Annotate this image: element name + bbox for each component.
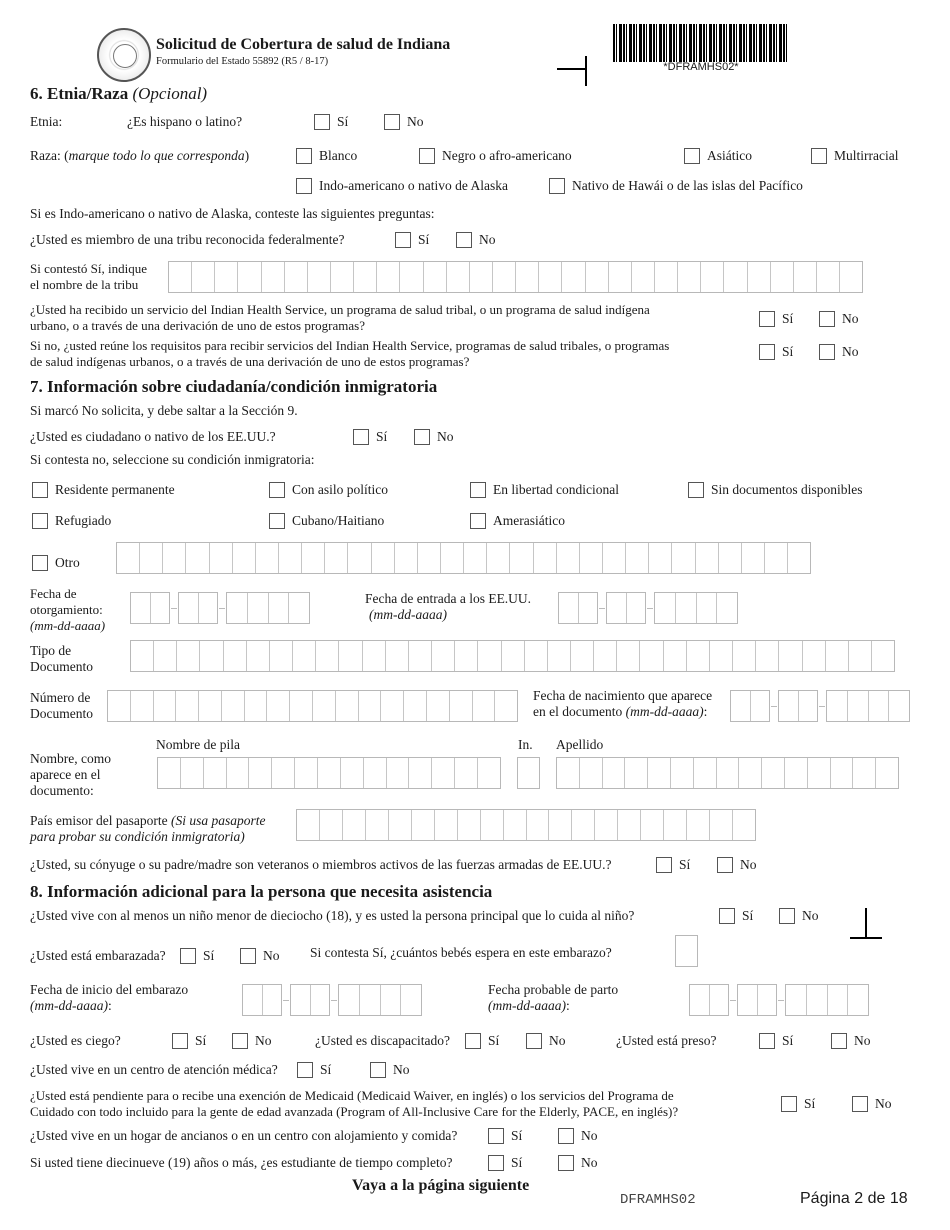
babies-count-field[interactable]: [675, 935, 698, 967]
hispanic-no-checkbox[interactable]: [384, 114, 400, 130]
permanent-resident-label: Residente permanente: [55, 482, 175, 497]
name-on-doc-label: Nombre, como aparece en el documento:: [30, 751, 111, 798]
pregnant-no-checkbox[interactable]: [240, 948, 256, 964]
ihs-eligible-yes-checkbox[interactable]: [759, 344, 775, 360]
barcode: [613, 24, 789, 62]
ihs-eligible-no-label: No: [842, 344, 859, 359]
incarcerated-no-label: No: [854, 1033, 871, 1048]
race-black-label: Negro o afro-americano: [442, 148, 572, 163]
doc-dob-month[interactable]: [730, 690, 770, 722]
doc-type-label: Tipo de Documento: [30, 643, 93, 674]
race-hawaiian-label: Nativo de Hawái o de las islas del Pacífico: [572, 178, 803, 193]
pregnant-question: ¿Usted está embarazada?: [30, 948, 166, 963]
waiver-yes-label: Sí: [804, 1096, 816, 1111]
form-title: Solicitud de Cobertura de salud de Indiana: [156, 36, 451, 53]
ethnicity-label: Etnia:: [30, 114, 63, 129]
disabled-yes-label: Sí: [488, 1033, 500, 1048]
entry-date-month[interactable]: [558, 592, 598, 624]
veteran-no-checkbox[interactable]: [717, 857, 733, 873]
student-no-checkbox[interactable]: [558, 1155, 574, 1171]
nursing-home-no-checkbox[interactable]: [558, 1128, 574, 1144]
date-separator: [771, 706, 777, 707]
date-separator: [778, 1000, 784, 1001]
other-status-label: Otro: [55, 555, 80, 570]
date-separator: [599, 608, 605, 609]
pregnancy-start-month[interactable]: [242, 984, 282, 1016]
veteran-yes-label: Sí: [679, 857, 691, 872]
student-yes-checkbox[interactable]: [488, 1155, 504, 1171]
incarcerated-no-checkbox[interactable]: [831, 1033, 847, 1049]
waiver-yes-checkbox[interactable]: [781, 1096, 797, 1112]
child-caretaker-question: ¿Usted vive con al menos un niño menor de dieciocho (18), y es usted la persona principal que lo cuida al niño?: [30, 908, 635, 923]
disabled-question: ¿Usted es discapacitado?: [315, 1033, 450, 1048]
incarcerated-yes-checkbox[interactable]: [759, 1033, 775, 1049]
passport-country-field[interactable]: [296, 809, 756, 841]
last-name-field[interactable]: [556, 757, 899, 789]
waiver-no-checkbox[interactable]: [852, 1096, 868, 1112]
blind-no-label: No: [255, 1033, 272, 1048]
hispanic-no-label: No: [407, 114, 424, 129]
cuban-haitian-label: Cubano/Haitiano: [292, 513, 385, 528]
pregnant-yes-label: Sí: [203, 948, 215, 963]
ihs-question: ¿Usted ha recibido un servicio del Indian Health Service, un programa de salud tribal, o un programa de salud indígena urbano, o a través de una derivación de uno de estos programas?: [30, 302, 650, 333]
form-number: Formulario del Estado 55892 (R5 / 8-17): [156, 56, 329, 67]
section-7-title: 7. Información sobre ciudadanía/condición inmigratoria: [30, 377, 438, 396]
no-documents-checkbox[interactable]: [688, 482, 704, 498]
immigration-instructions: Si contesta no, seleccione su condición inmigratoria:: [30, 452, 315, 467]
nursing-home-yes-checkbox[interactable]: [488, 1128, 504, 1144]
date-separator: [283, 1000, 289, 1001]
tribe-no-checkbox[interactable]: [456, 232, 472, 248]
hispanic-question: ¿Es hispano o latino?: [127, 114, 243, 129]
date-separator: [647, 608, 653, 609]
hispanic-yes-label: Sí: [337, 114, 349, 129]
medical-facility-yes-label: Sí: [320, 1062, 332, 1077]
race-multiracial-checkbox[interactable]: [811, 148, 827, 164]
asylum-label: Con asilo político: [292, 482, 388, 497]
indiana-state-seal: [97, 28, 151, 82]
native-instructions: Si es Indo-americano o nativo de Alaska, conteste las siguientes preguntas:: [30, 206, 435, 221]
grant-date-year[interactable]: [226, 592, 310, 624]
permanent-resident-checkbox[interactable]: [32, 482, 48, 498]
tribe-name-field[interactable]: [168, 261, 863, 293]
child-caretaker-yes-checkbox[interactable]: [719, 908, 735, 924]
section-8-title: 8. Información adicional para la persona que necesita asistencia: [30, 882, 493, 901]
doc-type-field[interactable]: [130, 640, 895, 672]
medical-facility-no-label: No: [393, 1062, 410, 1077]
waiver-no-label: No: [875, 1096, 892, 1111]
waiver-question: ¿Usted está pendiente para o recibe una exención de Medicaid (Medicaid Waiver, en inglés) o los servicios del Programa de Cuidado con todo incluido para la gente de edad avanzada (Program of All-Inclusive Care for the Elderly, PACE, en inglés)?: [30, 1088, 679, 1119]
race-black-checkbox[interactable]: [419, 148, 435, 164]
child-caretaker-yes-label: Sí: [742, 908, 754, 923]
entry-date-label: Fecha de entrada a los EE.UU. (mm-dd-aaaa): [365, 591, 532, 622]
citizen-yes-label: Sí: [376, 429, 388, 444]
tribe-yes-checkbox[interactable]: [395, 232, 411, 248]
ihs-eligible-question: Si no, ¿usted reúne los requisitos para recibir servicios del Indian Health Service, programas de salud tribales, o programas de salud indígenas urbanos, o a través de una derivación de uno de estos programas?: [30, 338, 670, 369]
registration-mark-bottom-v: [865, 908, 867, 938]
citizen-yes-checkbox[interactable]: [353, 429, 369, 445]
student-no-label: No: [581, 1155, 598, 1170]
blind-no-checkbox[interactable]: [232, 1033, 248, 1049]
babies-question: Si contesta Sí, ¿cuántos bebés espera en este embarazo?: [310, 945, 612, 960]
section-6-title: 6. Etnia/Raza (Opcional): [30, 84, 208, 103]
tribe-yes-label: Sí: [418, 232, 430, 247]
initial-field[interactable]: [517, 757, 540, 789]
blind-question: ¿Usted es ciego?: [30, 1033, 121, 1048]
disabled-no-checkbox[interactable]: [526, 1033, 542, 1049]
parole-label: En libertad condicional: [493, 482, 619, 497]
entry-date-year[interactable]: [654, 592, 738, 624]
medical-facility-question: ¿Usted vive en un centro de atención médica?: [30, 1062, 278, 1077]
race-label: Raza: (marque todo lo que corresponda): [30, 148, 250, 163]
other-status-checkbox[interactable]: [32, 555, 48, 571]
doc-dob-year[interactable]: [826, 690, 910, 722]
nursing-home-question: ¿Usted vive en un hogar de ancianos o en un centro con alojamiento y comida?: [30, 1128, 458, 1143]
doc-dob-day[interactable]: [778, 690, 818, 722]
first-name-label: Nombre de pila: [156, 737, 240, 752]
tribe-name-label: Si contestó Sí, indique el nombre de la tribu: [30, 261, 147, 292]
ihs-no-checkbox[interactable]: [819, 311, 835, 327]
last-name-label: Apellido: [556, 737, 604, 752]
race-asian-label: Asiático: [707, 148, 752, 163]
child-caretaker-no-label: No: [802, 908, 819, 923]
blind-yes-label: Sí: [195, 1033, 207, 1048]
initial-label: In.: [518, 737, 533, 752]
grant-date-label: Fecha de otorgamiento: (mm-dd-aaaa): [30, 586, 106, 633]
due-date-label: Fecha probable de parto (mm-dd-aaaa):: [488, 982, 619, 1013]
veteran-question: ¿Usted, su cónyuge o su padre/madre son veteranos o miembros activos de las fuerzas armadas de EE.UU.?: [30, 857, 612, 872]
race-native-american-label: Indo-americano o nativo de Alaska: [319, 178, 508, 193]
footer-form-code: DFRAMHS02: [620, 1192, 696, 1208]
race-native-american-checkbox[interactable]: [296, 178, 312, 194]
due-date-year[interactable]: [785, 984, 869, 1016]
disabled-yes-checkbox[interactable]: [465, 1033, 481, 1049]
nursing-home-yes-label: Sí: [511, 1128, 523, 1143]
disabled-no-label: No: [549, 1033, 566, 1048]
citizen-no-label: No: [437, 429, 454, 444]
pregnancy-start-day[interactable]: [290, 984, 330, 1016]
citizen-no-checkbox[interactable]: [414, 429, 430, 445]
page-number: Página 2 de 18: [800, 1190, 908, 1207]
race-white-label: Blanco: [319, 148, 358, 163]
ihs-yes-label: Sí: [782, 311, 794, 326]
medical-facility-no-checkbox[interactable]: [370, 1062, 386, 1078]
veteran-no-label: No: [740, 857, 757, 872]
grant-date-day[interactable]: [178, 592, 218, 624]
registration-mark-top-v: [585, 56, 587, 86]
race-white-checkbox[interactable]: [296, 148, 312, 164]
doc-number-label: Número de Documento: [30, 690, 93, 721]
date-separator: [819, 706, 825, 707]
registration-mark-top: [557, 68, 587, 70]
pregnant-yes-checkbox[interactable]: [180, 948, 196, 964]
section-7-skip-note: Si marcó No solicita, y debe saltar a la Sección 9.: [30, 403, 298, 418]
passport-country-label: País emisor del pasaporte (Si usa pasaporte para probar su condición inmigratoria): [30, 813, 266, 844]
race-asian-checkbox[interactable]: [684, 148, 700, 164]
race-multiracial-label: Multirracial: [834, 148, 899, 163]
student-yes-label: Sí: [511, 1155, 523, 1170]
hispanic-yes-checkbox[interactable]: [314, 114, 330, 130]
first-name-field[interactable]: [157, 757, 501, 789]
refugee-checkbox[interactable]: [32, 513, 48, 529]
pregnancy-start-label: Fecha de inicio del embarazo (mm-dd-aaaa):: [30, 982, 189, 1013]
refugee-label: Refugiado: [55, 513, 112, 528]
nursing-home-no-label: No: [581, 1128, 598, 1143]
other-status-field[interactable]: [116, 542, 811, 574]
amerasian-checkbox[interactable]: [470, 513, 486, 529]
student-question: Si usted tiene diecinueve (19) años o más, ¿es estudiante de tiempo completo?: [30, 1155, 453, 1170]
date-separator: [171, 608, 177, 609]
pregnant-no-label: No: [263, 948, 280, 963]
tribe-question: ¿Usted es miembro de una tribu reconocida federalmente?: [30, 232, 345, 247]
ihs-eligible-no-checkbox[interactable]: [819, 344, 835, 360]
due-date-day[interactable]: [737, 984, 777, 1016]
date-separator: [219, 608, 225, 609]
barcode-text: *DFRAMHS02*: [663, 61, 739, 73]
next-page-instruction: Vaya a la página siguiente: [352, 1177, 530, 1194]
pregnancy-start-year[interactable]: [338, 984, 422, 1016]
medical-facility-yes-checkbox[interactable]: [297, 1062, 313, 1078]
no-documents-label: Sin documentos disponibles: [711, 482, 863, 497]
date-separator: [730, 1000, 736, 1001]
veteran-yes-checkbox[interactable]: [656, 857, 672, 873]
tribe-no-label: No: [479, 232, 496, 247]
ihs-no-label: No: [842, 311, 859, 326]
registration-mark-bottom: [850, 937, 882, 939]
cuban-haitian-checkbox[interactable]: [269, 513, 285, 529]
doc-number-field[interactable]: [107, 690, 518, 722]
race-hawaiian-checkbox[interactable]: [549, 178, 565, 194]
incarcerated-question: ¿Usted está preso?: [616, 1033, 717, 1048]
grant-date-month[interactable]: [130, 592, 170, 624]
asylum-checkbox[interactable]: [269, 482, 285, 498]
entry-date-day[interactable]: [606, 592, 646, 624]
doc-dob-label: Fecha de nacimiento que aparece en el documento (mm-dd-aaaa):: [533, 688, 713, 719]
due-date-month[interactable]: [689, 984, 729, 1016]
ihs-eligible-yes-label: Sí: [782, 344, 794, 359]
parole-checkbox[interactable]: [470, 482, 486, 498]
date-separator: [331, 1000, 337, 1001]
ihs-yes-checkbox[interactable]: [759, 311, 775, 327]
amerasian-label: Amerasiático: [493, 513, 565, 528]
incarcerated-yes-label: Sí: [782, 1033, 794, 1048]
child-caretaker-no-checkbox[interactable]: [779, 908, 795, 924]
citizen-question: ¿Usted es ciudadano o nativo de los EE.UU.?: [30, 429, 276, 444]
blind-yes-checkbox[interactable]: [172, 1033, 188, 1049]
